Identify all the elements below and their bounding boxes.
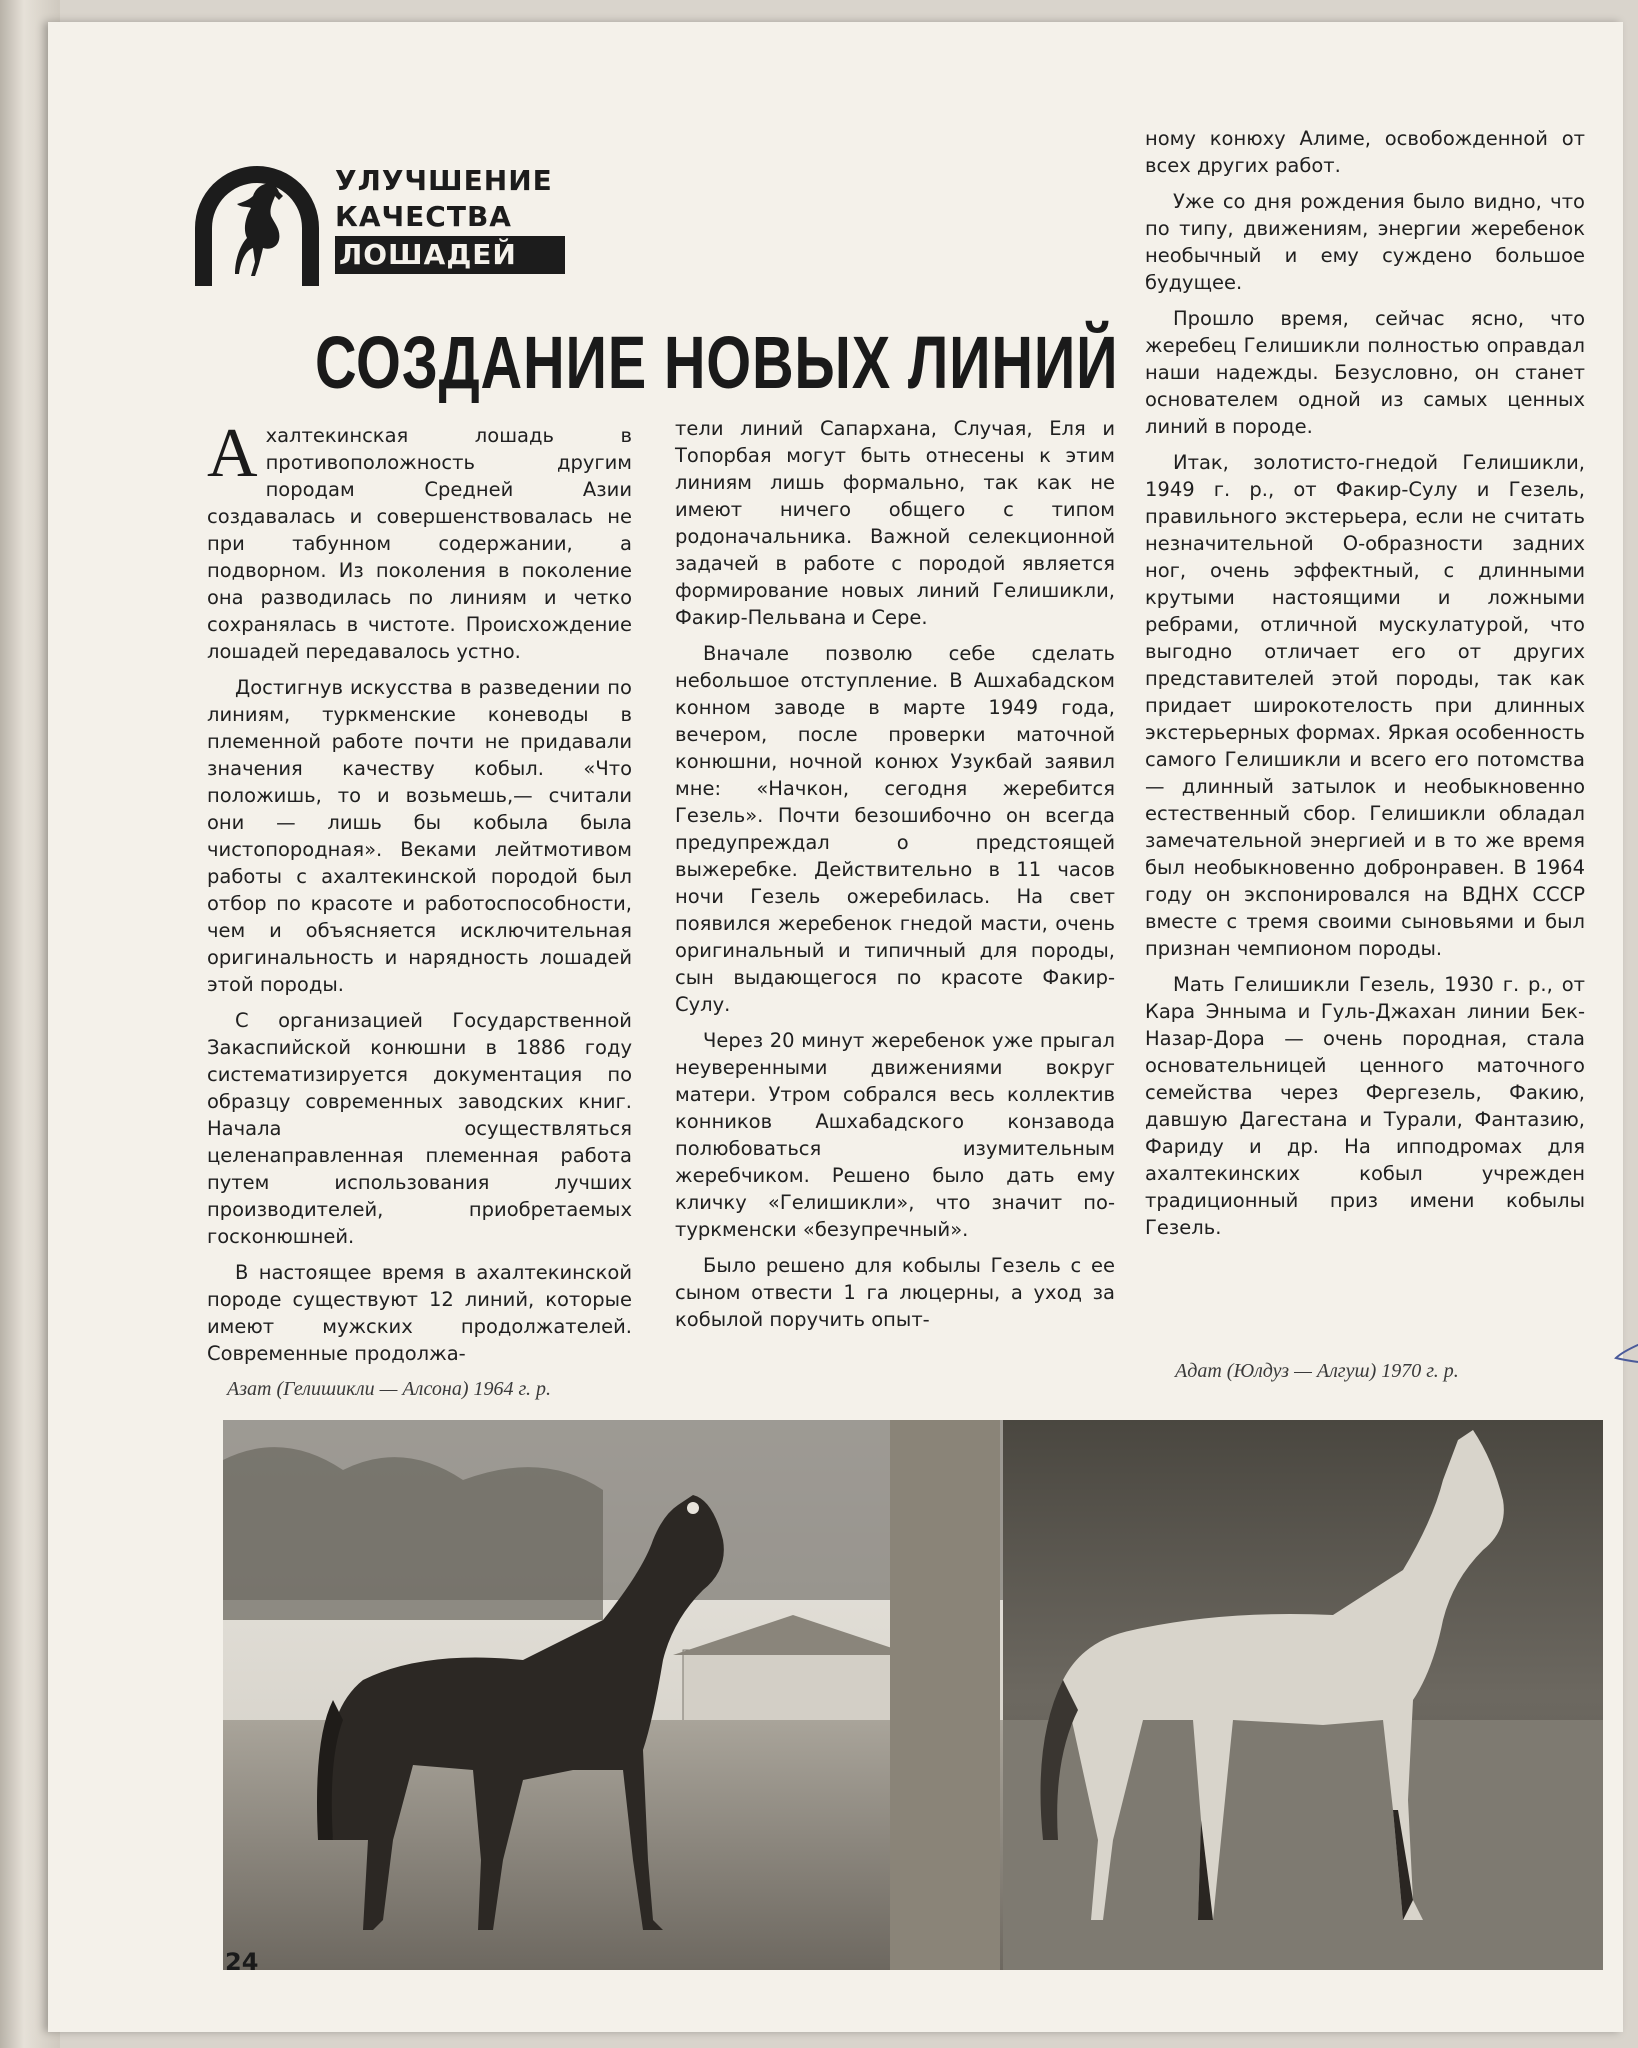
paragraph [207, 415, 632, 665]
rubric-line-1: УЛУЧШЕНИЕ [335, 164, 553, 197]
article-title: СОЗДАНИЕ НОВЫХ ЛИНИЙ [315, 321, 1119, 404]
dark-horse-photo-image [223, 1420, 1003, 1970]
paragraph: Уже со дня рождения было видно, что по типу, движениям, энергии жеребенок необычный и ему суждено большое будущее. [1145, 190, 1585, 294]
paragraph: Прошло время, сейчас ясно, что жеребец Гелишикли полностью оправдал наши надежды. Безусловно, он станет основателем одной из самых ценных линий в породе. [1145, 307, 1585, 438]
photo-dark-horse [223, 1420, 1003, 1970]
paragraph: ному конюху Алиме, освобожденной от всех других работ. [1145, 127, 1585, 177]
rubric-line-3: ЛОШАДЕЙ [335, 236, 565, 274]
pen-mark-icon [1612, 1340, 1638, 1370]
photo-divider [890, 1420, 1000, 1970]
photo-caption-right: Адат (Юлдуз — Алгуш) 1970 г. р. [1175, 1360, 1459, 1382]
photo-light-horse [1003, 1420, 1603, 1970]
text-column-3 [1145, 125, 1585, 1241]
paragraph: В настоящее время в ахалтекинской породе существуют 12 линий, которые имеют мужских продолжателей. Современные продолжа- [207, 1261, 632, 1365]
text-column-2 [675, 415, 1115, 1333]
paragraph: Мать Гелишикли Гезель, 1930 г. р., от Кара Энныма и Гуль-Джахан линии Бек-Назар-Дора — очень породная, стала основательницей ценного маточного семейства через Фергезель, Факию, давшую Дагестана и Турали, Фантазию, Фариду и др. На ипподромах для ахалтекинских кобыл учрежден традиционный приз имени кобылы Гезель. [1145, 973, 1585, 1239]
paragraph-text: халтекинская лошадь в противоположность другим породам Средней Азии создавалась и совершенствовалась не при табунном содержании, а подворном. Из поколения в поколение она разводилась по линиям и четко сохранялась в чистоте. Происхождение лошадей передавалось устно. [207, 424, 632, 663]
paragraph: Достигнув искусства в разведении по линиям, туркменские коневоды в племенной работе почти не придавали значения качеству кобыл. «Что положишь, то и возьмешь,— считали они — лишь бы кобыла была чистопородная». Веками лейтмотивом работы с ахалтекинской породой был отбор по красоте и работоспособности, чем и объясняется исключительная оригинальность и нарядность лошадей этой породы. [207, 676, 632, 996]
rubric-line-2: КАЧЕСТВА [335, 200, 512, 233]
paragraph: С организацией Государственной Закаспийской конюшни в 1886 году систематизируется документация по образцу современных заводских книг. Начала осуществляться целенаправленная племенная работа путем использования лучших производителей, приобретаемых госконюшней. [207, 1009, 632, 1248]
paragraph: Итак, золотисто-гнедой Гелишикли, 1949 г. р., от Факир-Сулу и Гезель, правильного экстерьера, если не считать незначительной О-образности задних ног, очень эффектный, с длинными крутыми настоящими и ложными ребрами, отличной мускулатурой, что выгодно отличает его от других представителей этой породы, так как придает широкотелость при длинных экстерьерных формах. Яркая особенность самого Гелишикли и всего его потомства — длинный затылок и необыкновенно естественный сбор. Гелишикли обладал замечательной энергией и в то же время был необыкновенно добронравен. В 1964 году он экспонировался на ВДНХ СССР вместе с тремя своими сыновьями и был признан чемпионом породы. [1145, 451, 1585, 960]
photo-caption-left: Азат (Гелишикли — Алсона) 1964 г. р. [227, 1378, 552, 1400]
text-column-1 [207, 415, 632, 1367]
paragraph: Вначале позволю себе сделать небольшое отступление. В Ашхабадском конном заводе в марте 1949 года, вечером, после проверки маточной конюшни, ночной конюх Узукбай заявил мне: «Начкон, сегодня жеребится Гезель». Почти безошибочно он всегда предупреждал о предстоящей выжеребке. Действительно в 11 часов ночи Гезель ожеребилась. На свет появился жеребенок гнедой масти, очень оригинальный и типичный для породы, сын выдающегося по красоте Факир-Сулу. [675, 642, 1115, 1016]
drop-cap: А [207, 415, 258, 492]
paragraph: тели линий Сапархана, Случая, Еля и Топорбая могут быть отнесены к этим линиям лишь формально, так как не имеют ничего общего с типом родоначальника. Важной селекционной задачей в работе с породой является формирование новых линий Гелишикли, Факир-Пельвана и Сере. [675, 417, 1115, 629]
rearing-horse-icon [225, 178, 295, 278]
page-number: 24 [225, 1948, 259, 1976]
paragraph: Было решено для кобылы Гезель с ее сыном отвести 1 га люцерны, а уход за кобылой поручить опыт- [675, 1254, 1115, 1331]
paragraph: Через 20 минут жеребенок уже прыгал неуверенными движениями вокруг матери. Утром собрался весь коллектив конников Ашхабадского конзавода полюбоваться изумительным жеребчиком. Решено было дать ему кличку «Гелишикли», что значит по-туркменски «безупречный». [675, 1029, 1115, 1241]
rubric-logo [195, 158, 575, 283]
light-horse-photo-image [1003, 1420, 1603, 1970]
